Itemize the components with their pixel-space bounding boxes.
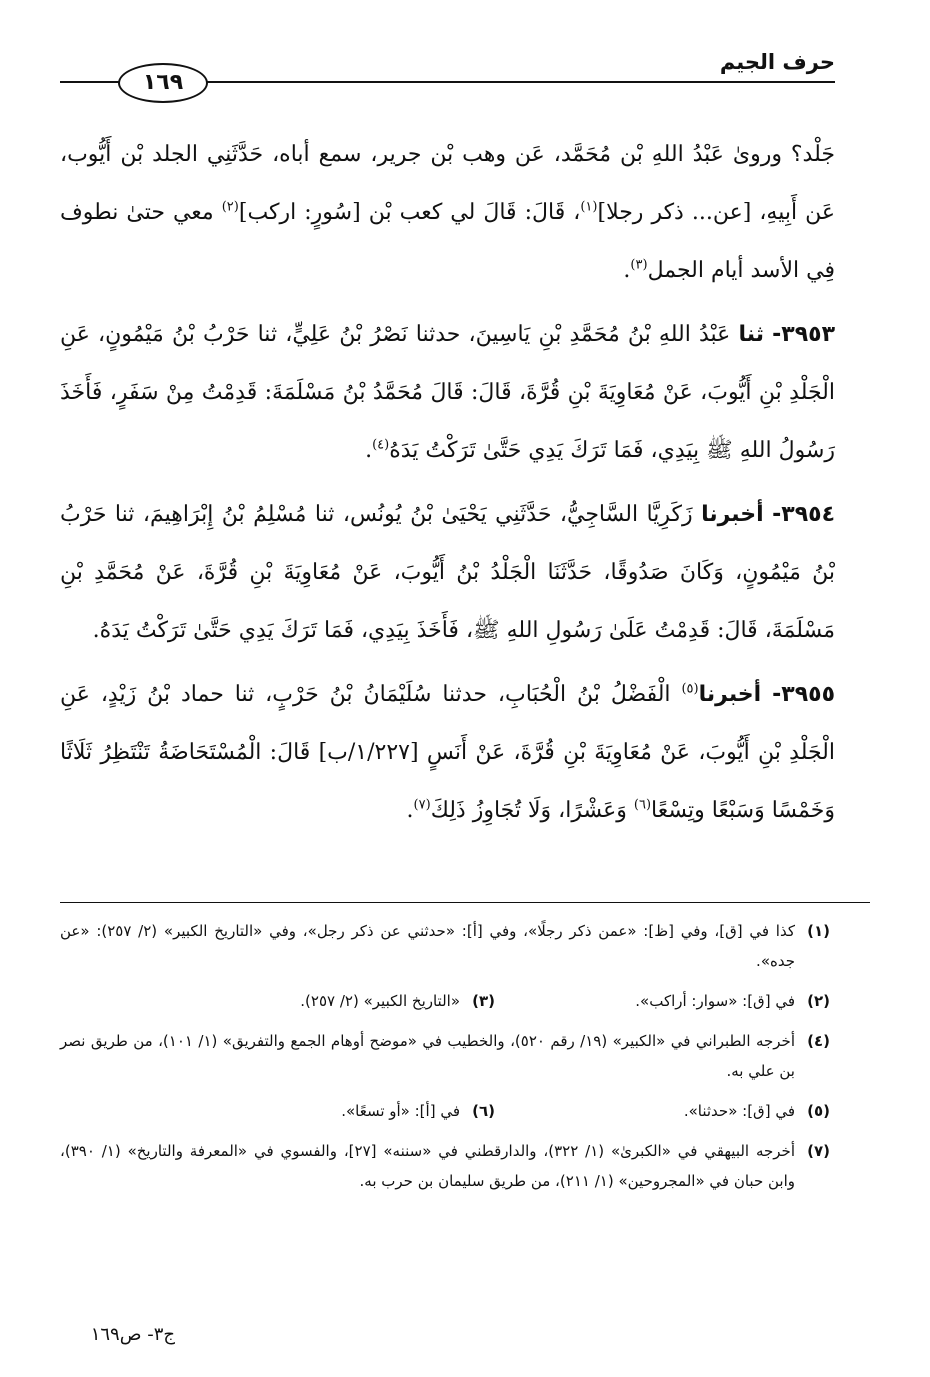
page-header	[60, 38, 835, 98]
chapter-title: حرف الجيم	[719, 50, 835, 74]
footnote-1	[60, 916, 830, 976]
footnote-text: أخرجه الطبراني في «الكبير» (١٩/ رقم ٥٢٠)، والخطيب في «موضح أوهام الجمع والتفريق» (١/ ١٠١)، من طريق نصر بن علي به.	[60, 1032, 795, 1080]
footnote-row-2-3	[60, 986, 830, 1016]
footnote-3	[300, 986, 495, 1016]
footnote-text: كذا في [ق]، وفي [ظ]: «عمن ذكر رجلًا»، وفي [أ]: «حدثني عن ذكر رجل»، وفي «التاريخ الكبير» (٢/ ٢٥٧): «عن جده».	[60, 922, 795, 970]
footnote-number: (٥)	[807, 1102, 830, 1120]
hadith-number: ٣٩٥٣-	[772, 322, 836, 347]
footnote-ref-6[interactable]: (٦)	[633, 797, 652, 813]
footnote-number: (٣)	[472, 992, 495, 1010]
hadith-number: ٣٩٥٥-	[772, 682, 836, 707]
footnote-number: (٧)	[807, 1142, 830, 1160]
footnote-text: «التاريخ الكبير» (٢/ ٢٥٧).	[300, 992, 460, 1010]
volume-page-marker: ج٣- ص١٦٩	[90, 1324, 175, 1345]
footnotes	[60, 916, 830, 1206]
hadith-lead-word: أخبرنا	[698, 682, 762, 707]
paragraph-1: جَلْد؟ وروىٰ عَبْدُ اللهِ بْن مُحَمَّد، عَن وهب بْن جرير، سمع أباه، حَدَّثَنِي الجلد بْن أَيُّوب، عَن أَبِيهِ، [عن... ذكر رجلا]$^{(١)}$، قَالَ: قَالَ لي كعب بْن [سُورٍ: اركب]$^{(٢)}$ معي حتىٰ نطوف فِي الأسد أيام الجمل$^{(٣)}$.	[60, 142, 835, 283]
hadith-3953: ٣٩٥٣- ثنا عَبْدُ اللهِ بْنُ مُحَمَّدِ بْنِ يَاسِينَ، حدثنا نَصْرُ بْنُ عَلِيٍّ، ثنا حَرْبُ بْنُ مَيْمُونٍ، عَنِ الْجَلْدِ بْنِ أَيُّوبَ، عَنْ مُعَاوِيَةَ بْنِ قُرَّةَ، قَالَ: قَالَ مُحَمَّدُ بْنُ مَسْلَمَةَ: قَدِمْتُ مِنْ سَفَرٍ، فَأَخَذَ رَسُولُ اللهِ ﷺ بِيَدِي، فَمَا تَرَكَ يَدِي حَتَّىٰ تَرَكْتُ يَدَهُ$^{(٤)}$.	[60, 322, 836, 463]
footnote-text: في [أ]: «أو تسعًا».	[341, 1102, 460, 1120]
footnote-4	[60, 1026, 830, 1086]
footnote-ref-7[interactable]: (٧)	[413, 797, 431, 813]
footnote-number: (٢)	[807, 992, 830, 1010]
footnote-ref-1[interactable]: (١)	[580, 199, 598, 215]
hadith-3955: ٣٩٥٥- أخبرنا$^{(٥)}$ الْفَضْلُ بْنُ الْحُبَابِ، حدثنا سُلَيْمَانُ بْنُ حَرْبٍ، ثنا حماد بْنُ زَيْدٍ، عَنِ الْجَلْدِ بْنِ أَيُّوبَ، عَنْ مُعَاوِيَةَ بْنِ قُرَّةَ، عَنْ أَنَسٍ [١/٢٢٧/ب] قَالَ: الْمُسْتَحَاضَةُ تَنْتَظِرُ ثَلَاثًا وَخَمْسًا وَسَبْعًا وتِسْعًا$^{(٦)}$ وَعَشْرًا، وَلَا تُجَاوِزُ ذَلِكَ$^{(٧)}$.	[60, 681, 836, 823]
hadith-number: ٣٩٥٤-	[772, 502, 835, 527]
footnote-7	[60, 1136, 830, 1196]
footnote-ref-3[interactable]: (٣)	[630, 257, 648, 273]
footnote-2	[495, 986, 830, 1016]
footnote-text: في [ق]: «سوار: أراكب».	[635, 992, 795, 1010]
footnote-number: (٦)	[472, 1102, 495, 1120]
footnote-row-5-6	[60, 1096, 830, 1126]
footnote-ref-4[interactable]: (٤)	[372, 437, 390, 453]
footnote-separator	[60, 902, 870, 903]
footnote-6	[341, 1096, 495, 1126]
footnote-5	[495, 1096, 830, 1126]
footnote-ref-2[interactable]: (٢)	[221, 199, 239, 215]
hadith-3954: ٣٩٥٤- أخبرنا زَكَرِيَّا السَّاجِيُّ، حَدَّثَنِي يَحْيَىٰ بْنُ يُونُس، ثنا مُسْلِمُ بْنُ إِبْرَاهِيمَ، ثنا حَرْبُ بْنُ مَيْمُونٍ، وَكَانَ صَدُوقًا، حَدَّثَنَا الْجَلْدُ بْنُ أَيُّوبَ، عَنْ مُعَاوِيَةَ بْنِ قُرَّةَ، عَنْ مُحَمَّدِ بْنِ مَسْلَمَةَ، قَالَ: قَدِمْتُ عَلَىٰ رَسُولِ اللهِ ﷺ، فَأَخَذَ بِيَدِي، فَمَا تَرَكَ يَدِي حَتَّىٰ تَرَكْتُ يَدَهُ.	[60, 502, 835, 643]
footnote-ref-5[interactable]: (٥)	[681, 681, 699, 697]
footnote-number: (٤)	[807, 1032, 830, 1050]
main-text	[60, 126, 835, 846]
hadith-lead-word: أخبرنا	[701, 502, 764, 527]
footnote-text: أخرجه البيهقي في «الكبرىٰ» (١/ ٣٢٢)، والدارقطني في «سننه» [٢٧]، والفسوي في «المعرفة والتاريخ» (١/ ٣٩٠)، وابن حبان في «المجروحين» (١/ ٢١١)، من طريق سليمان بن حرب به.	[60, 1142, 795, 1190]
hadith-lead-word: ثنا	[738, 322, 764, 347]
footnote-number: (١)	[807, 922, 830, 940]
page-number: ١٦٩	[118, 63, 208, 103]
footnote-text: في [ق]: «حدثنا».	[683, 1102, 795, 1120]
